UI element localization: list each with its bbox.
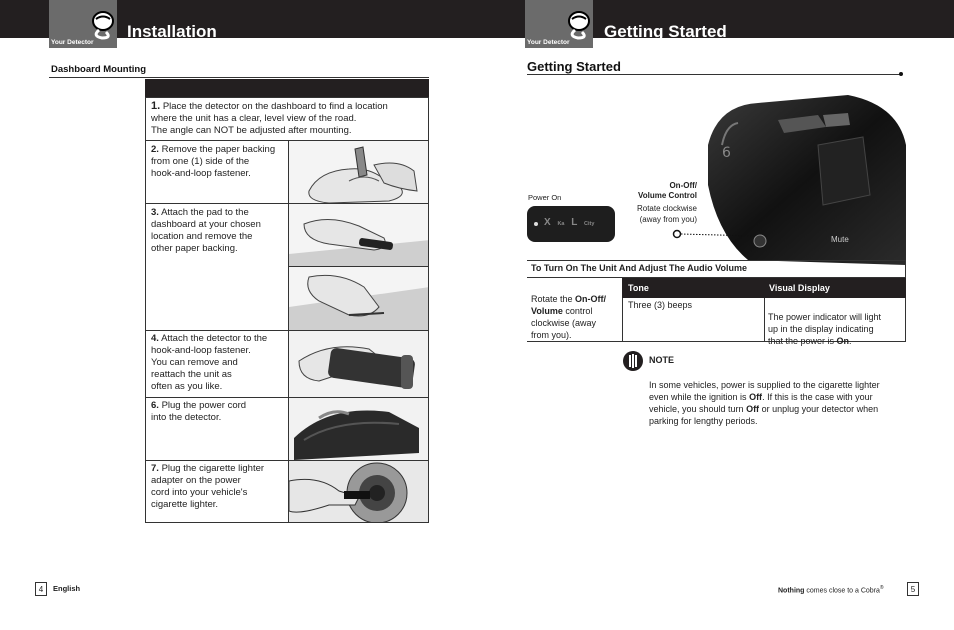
step-3-photo-b [288, 266, 429, 331]
callout-power-on: Power On [528, 193, 562, 202]
detector-attach-image [289, 331, 429, 398]
right-page-number: 5 [907, 582, 919, 596]
visual-bold: On [836, 336, 850, 346]
step-6-photo [288, 397, 429, 461]
svg-text:6: 6 [722, 145, 731, 161]
display-glyphs [544, 217, 594, 228]
step-2-number: 2. [151, 144, 159, 155]
hand-press-image [289, 267, 429, 331]
tone-header-label: Tone [628, 283, 649, 293]
left-footer-language: English [53, 584, 81, 593]
glyph-x: X [544, 217, 551, 228]
visual-column-border [764, 298, 765, 342]
callout-control-text: Rotate clockwise (away from you) [636, 204, 697, 224]
tone-column-header [622, 278, 764, 298]
cobra-logo-icon [90, 10, 118, 40]
step-4 [151, 333, 287, 393]
step-4-number: 4. [151, 333, 159, 344]
note-mid: . If this is the case with your vehicle, you should turn [649, 392, 873, 414]
step-2 [151, 144, 287, 180]
step-7-photo [288, 460, 429, 523]
cobra-logo-icon [566, 10, 594, 40]
note-title: NOTE [649, 355, 675, 365]
note-pre: In some vehicles, power is supplied to the cigarette lighter even while the ignition is [649, 380, 880, 402]
hand-peel-image [289, 141, 429, 204]
note-icon [622, 350, 644, 372]
instruction-pre: Rotate the [531, 294, 576, 304]
note-text [649, 367, 905, 427]
step-6 [151, 400, 287, 424]
footer-bold: Nothing [778, 587, 805, 595]
visual-header-label: Visual Display [769, 283, 830, 293]
step-6-number: 6. [151, 400, 159, 411]
step-6-text: Plug the power cord into the detector. [151, 400, 247, 423]
callout-leader-icon [670, 226, 770, 250]
step-4-photo [288, 330, 429, 398]
device-mute-label: Mute [831, 235, 849, 244]
tone-value: Three (3) beeps [628, 300, 693, 310]
instruction-text [531, 281, 621, 341]
right-section-rule [527, 74, 901, 75]
step-7-number: 7. [151, 463, 159, 474]
left-section-title: Dashboard Mounting [51, 64, 146, 75]
right-footer-tagline [778, 585, 884, 594]
note-bold-1: Off [749, 392, 763, 402]
step-7-text: Plug the cigarette lighter adapter on the power cord into your vehicle's cigarette lighter. [151, 463, 265, 510]
right-tab-label: Your Detector [527, 39, 570, 46]
step-4-text: Attach the detector to the hook-and-loop fastener. You can remove and reattach the unit as often as you like. [151, 333, 268, 392]
steps-table-header [145, 79, 429, 97]
note-bold-2: Off [746, 404, 760, 414]
left-tab-label: Your Detector [51, 39, 94, 46]
lighter-plug-image [289, 461, 429, 523]
left-page-number: 4 [35, 582, 47, 596]
visual-pre: The power indicator will light up in the display indicating that the power is [768, 312, 882, 346]
left-section-rule [49, 77, 429, 78]
footer-registered: ® [879, 585, 884, 591]
hand-pad-image [289, 204, 429, 267]
tone-column-border [622, 298, 623, 342]
step-7 [151, 463, 287, 511]
glyph-ka: Ka [557, 221, 565, 227]
glyph-l: L [571, 217, 578, 228]
note-post: or unplug your detector when parking for lengthy periods. [649, 404, 879, 426]
instruction-post: control clockwise (away from you). [531, 306, 597, 340]
power-cord-image [289, 398, 429, 461]
instruction-table-title: To Turn On The Unit And Adjust The Audio Volume [531, 263, 747, 273]
power-on-indicator [534, 222, 538, 226]
step-1-number: 1. [151, 100, 161, 112]
visual-post: . [849, 336, 852, 346]
callout-control-title: On-Off/ Volume Control [638, 181, 697, 200]
glyph-city: City [583, 221, 595, 227]
instruction-bold: On-Off/ Volume [531, 294, 607, 316]
step-3 [151, 207, 287, 255]
section-rule-dot [899, 72, 903, 76]
step-2-photo [288, 140, 429, 204]
footer-text: comes close to a Cobra [804, 587, 880, 595]
step-2-text: Remove the paper backing from one (1) side of the hook-and-loop fastener. [151, 144, 276, 179]
step-3-text: Attach the pad to the dashboard at your chosen location and remove the other paper backing. [151, 207, 261, 254]
right-section-title: Getting Started [527, 59, 621, 74]
right-page-title: Getting Started [604, 22, 727, 41]
step-3-number: 3. [151, 207, 159, 218]
visual-column-header [764, 278, 906, 298]
visual-value [768, 299, 904, 347]
step-1-text: Place the detector on the dashboard to find a location where the unit has a clear, level view of the road. The angle can NOT be adjusted after mounting. [151, 101, 388, 136]
left-page-title: Installation [127, 22, 217, 41]
step-3-photo-a [288, 203, 429, 267]
step-1 [151, 100, 421, 137]
